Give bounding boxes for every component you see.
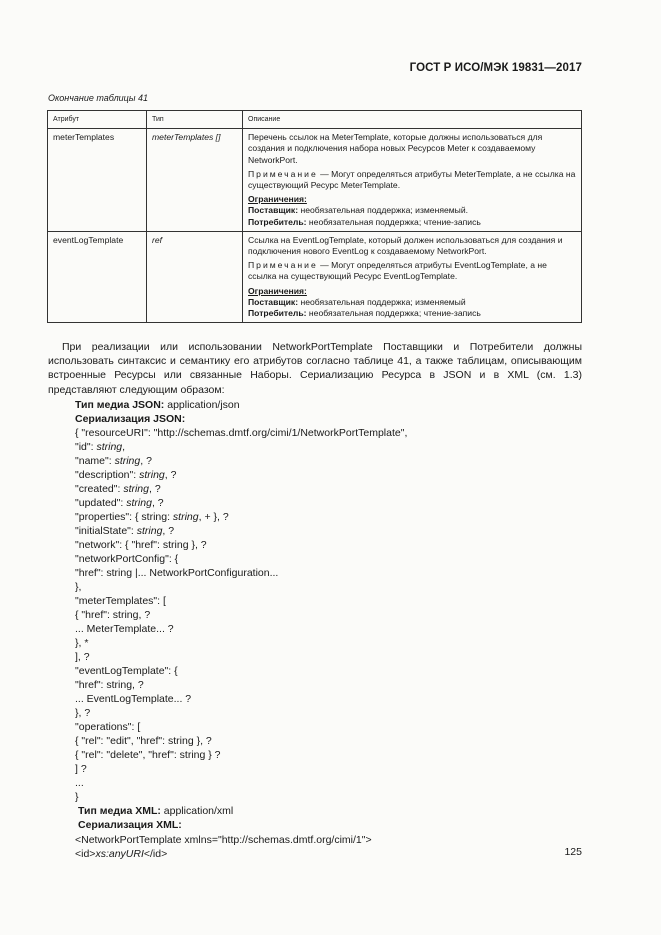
constraints-label: Ограничения:	[248, 194, 307, 205]
cell-attribute: meterTemplates	[48, 129, 147, 232]
xml-media-value: application/xml	[160, 805, 234, 818]
json-serialization-label: Сериализация JSON:	[75, 413, 186, 426]
code-line: "meterTemplates": [	[75, 595, 166, 608]
description-text: Ссылка на EventLogTemplate, который должен использоваться для создания и подключения нового EventLog к создаваемому NetworkPort.	[248, 234, 563, 257]
code-line: ], ?	[75, 651, 90, 664]
note-label: Примечание	[248, 260, 318, 271]
consumer-line	[248, 217, 576, 228]
code-line: <id>xs:anyURI</id>	[75, 847, 168, 860]
code-line: ] ?	[75, 763, 87, 776]
provider-label: Поставщик:	[248, 296, 299, 307]
consumer-label: Потребитель:	[248, 308, 307, 319]
note-text: — Могут определяться атрибуты EventLogTemplate, а не ссылка на существующий Ресурс EventLogTemplate.	[248, 260, 547, 282]
code-line: }, *	[75, 637, 89, 650]
code-line: "href": string |... NetworkPortConfiguration...	[75, 567, 279, 580]
code-line: "properties": { string: string, + }, ?	[75, 511, 229, 524]
table-row	[48, 231, 582, 322]
provider-label: Поставщик:	[248, 205, 299, 216]
code-line: "href": string, ?	[75, 679, 144, 692]
code-line: },	[75, 581, 82, 594]
code-line: { "rel": "edit", "href": string }, ?	[75, 735, 212, 748]
code-line: ... MeterTemplate... ?	[75, 623, 174, 636]
code-line: "id": string,	[75, 441, 126, 454]
provider-line	[248, 297, 576, 308]
description-text: Перечень ссылок на MeterTemplate, которые должны использоваться для создания и подключения набора новых Ресурсов Meter к создаваемому NetworkPort.	[248, 132, 543, 165]
code-line: ... EventLogTemplate... ?	[75, 693, 192, 706]
code-line: "network": { "href": string }, ?	[75, 539, 207, 552]
column-header-type: Тип	[147, 111, 243, 129]
note-text: — Могут определяться атрибуты MeterTemplate, а не ссылка на существующий Ресурс MeterTemplate.	[248, 168, 576, 191]
json-code-block	[75, 426, 582, 804]
provider-line	[248, 205, 576, 216]
code-line: "operations": [	[75, 721, 141, 734]
code-line: }	[75, 791, 79, 804]
json-media-label: Тип медиа JSON:	[75, 398, 165, 411]
constraints-label: Ограничения:	[248, 285, 307, 296]
column-header-description: Описание	[243, 111, 582, 129]
table-row	[48, 129, 582, 232]
attributes-table	[47, 110, 582, 323]
xml-serialization-label: Сериализация XML:	[78, 819, 182, 832]
code-line: ...	[75, 777, 84, 790]
code-line: { "rel": "delete", "href": string } ?	[75, 749, 221, 762]
note	[248, 260, 576, 282]
note-label: Примечание	[248, 168, 318, 179]
cell-description	[243, 231, 582, 322]
code-line: <NetworkPortTemplate xmlns="http://schemas.dmtf.org/cimi/1">	[75, 833, 372, 846]
code-line: "networkPortConfig": {	[75, 553, 179, 566]
table-header-row	[48, 111, 582, 129]
json-media-value: application/json	[164, 398, 240, 411]
code-line: }, ?	[75, 707, 91, 720]
json-media-line	[75, 398, 582, 412]
cell-type: meterTemplates []	[147, 129, 243, 232]
provider-text: необязательная поддержка; изменяемый.	[298, 205, 469, 216]
code-line: "description": string, ?	[75, 469, 177, 482]
code-line: { "resourceURI": "http://schemas.dmtf.org/cimi/1/NetworkPortTemplate",	[75, 427, 408, 440]
document-body	[48, 340, 582, 861]
table-caption: Окончание таблицы 41	[48, 93, 148, 103]
code-line: { "href": string, ?	[75, 609, 151, 622]
column-header-attribute: Атрибут	[48, 111, 147, 129]
consumer-label: Потребитель:	[248, 216, 307, 227]
consumer-text: необязательная поддержка; чтение-запись	[306, 216, 481, 227]
code-line: "eventLogTemplate": {	[75, 665, 178, 678]
code-line: "initialState": string, ?	[75, 525, 175, 538]
code-line: "updated": string, ?	[75, 497, 164, 510]
document-header: ГОСТ Р ИСО/МЭК 19831—2017	[409, 62, 582, 74]
xml-code-block	[75, 833, 582, 861]
provider-text: необязательная поддержка; изменяемый	[298, 296, 466, 307]
consumer-text: необязательная поддержка; чтение-запись	[306, 308, 481, 319]
consumer-line	[248, 308, 576, 319]
xml-media-line	[75, 804, 582, 818]
body-paragraph: При реализации или использовании NetworkPortTemplate Поставщики и Потребители должны использовать синтаксис и семантику его атрибутов согласно таблице 41, а также таблицам, описывающим встроенные Ресурсы или связанные Наборы. Сериализацию Ресурса в JSON и в XML (см. 1.3) представляют следующим образом:	[48, 341, 582, 396]
cell-type: ref	[147, 231, 243, 322]
cell-description	[243, 129, 582, 232]
page-number: 125	[564, 846, 582, 858]
code-line: "created": string, ?	[75, 483, 161, 496]
code-line: "name": string, ?	[75, 455, 152, 468]
xml-media-label: Тип медиа XML:	[78, 805, 161, 818]
cell-attribute: eventLogTemplate	[48, 231, 147, 322]
note	[248, 169, 576, 191]
